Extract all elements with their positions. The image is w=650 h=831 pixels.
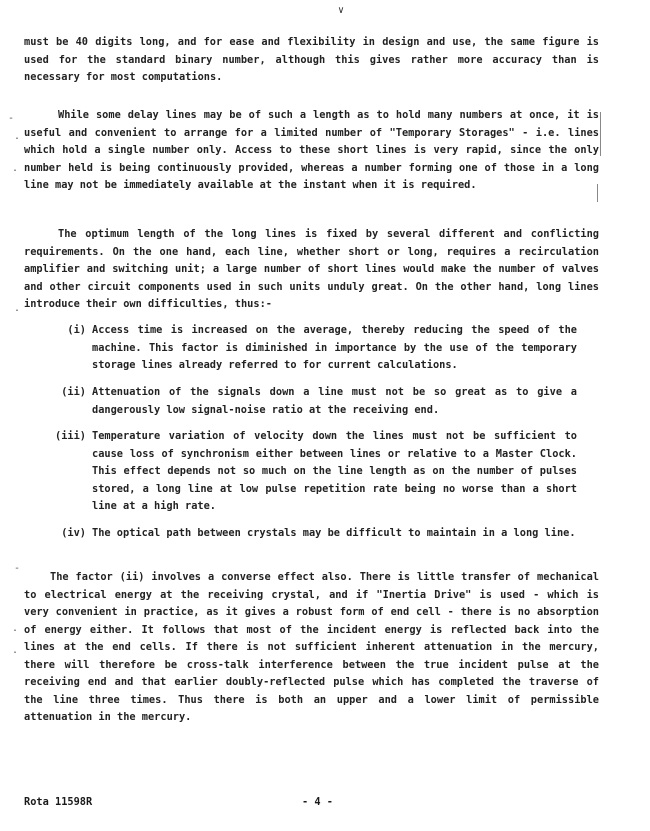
margin-dash-mark: - [14, 563, 21, 574]
list-item-text: Access time is increased on the average, thereby reducing the speed of the machine. This factor is diminished in importance by the use of the temporary storage lines already referred to for current calculations. [92, 324, 577, 371]
margin-dash-mark: . [14, 303, 21, 314]
list-item-text: The optical path between crystals may be difficult to maintain in a long line. [92, 527, 576, 539]
list-item-text: Temperature variation of velocity down the lines must not be sufficient to cause loss of synchronism either between lines or relative to a Master Clock. This effect depends not so much on the line length as on the number of pulses stored, a long line at low pulse repetition rate being no worse than a short line at a high rate. [92, 430, 577, 512]
margin-dash-mark: . [12, 623, 19, 634]
paragraph-continuation: must be 40 digits long, and for ease and flexibility in design and use, the same figure is used for the standard binary number, although this gives rather more accuracy than is necessary for most computations. [24, 36, 599, 83]
margin-dash-mark: . [14, 131, 21, 142]
paragraph-temporary-storages: While some delay lines may be of such a length as to hold many numbers at once, it is useful and convenient to arrange for a limited number of "Temporary Storages" - i.e. lines which hold a single number only. Access to these short lines is very rapid, since the only number held is being continuously provided, whereas a number forming one of those in a long line may not be immediately available at the instant when it is required. [24, 109, 599, 191]
margin-dash-mark: . [12, 163, 19, 174]
list-item-number: (ii) [61, 386, 86, 398]
top-margin-mark: ∨ [338, 5, 345, 16]
list-item-text: Attenuation of the signals down a line must not be so great as to give a dangerously low signal-noise ratio at the receiving end. [92, 386, 577, 416]
paragraph-optimum-length: The optimum length of the long lines is fixed by several different and conflicting requirements. On the one hand, each line, whether short or long, requires a recirculation amplifier and switching unit; a large number of short lines would make the number of valves and other circuit components used in such units unduly great. On the other hand, long lines introduce their own difficulties, thus:- [24, 228, 599, 310]
margin-rule [600, 112, 601, 156]
margin-dash-mark: - [8, 113, 15, 124]
list-item-number: (iii) [55, 430, 86, 442]
list-item-number: (iv) [61, 527, 86, 539]
footer-reference: Rota 11598R [24, 796, 93, 808]
list-item-number: (i) [67, 324, 86, 336]
margin-rule [597, 184, 598, 202]
paragraph-converse-effect: The factor (ii) involves a converse effect also. There is little transfer of mechanical to electrical energy at the receiving crystal, and if "Inertia Drive" is used - which is very convenient in practice, as it gives a robust form of end cell - there is no absorption of energy either. It follows that most of the incident energy is reflected back into the lines at the end cells. If there is not sufficient inherent attenuation in the mercury, there will therefore be cross-talk interference between the true incident pulse at the receiving end and that earlier doubly-reflected pulse which has completed the traverse of the line three times. Thus there is both an upper and a lower limit of permissible attenuation in the mercury. [24, 571, 599, 723]
margin-dash-mark: . [12, 645, 19, 656]
footer-page-number: - 4 - [302, 796, 333, 808]
